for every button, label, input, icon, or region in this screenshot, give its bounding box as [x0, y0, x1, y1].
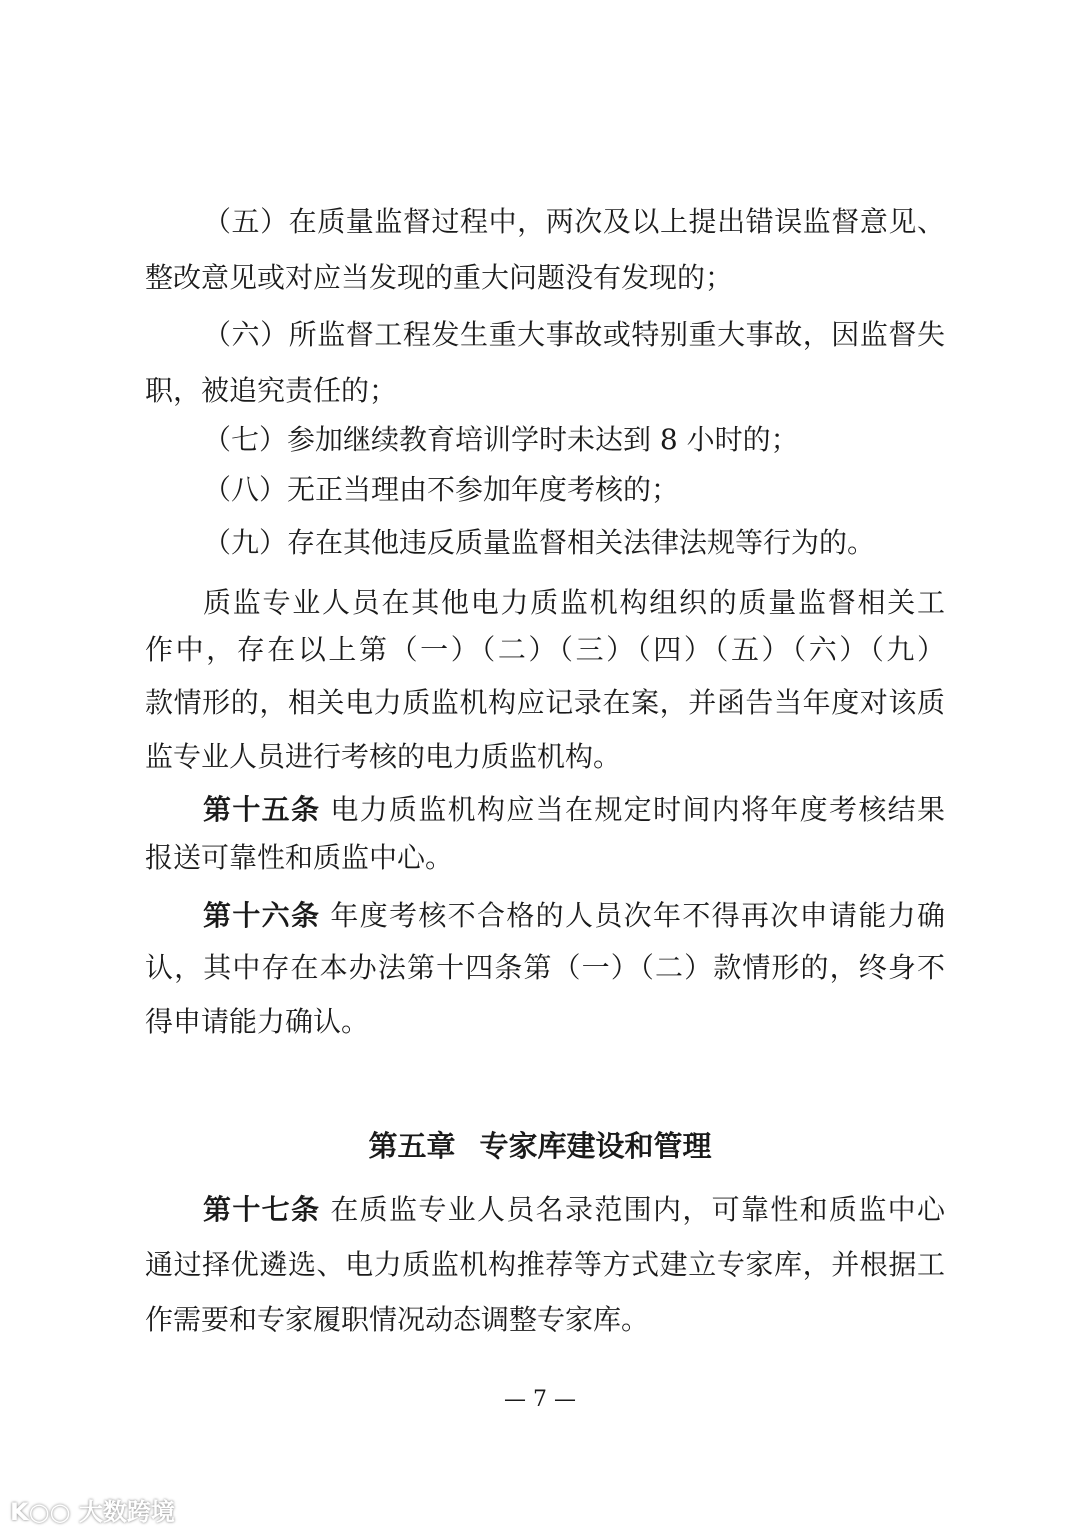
article-text: 在质监专业人员名录范围内，可靠性和质监中心 — [330, 1193, 945, 1226]
paragraph-line: 作中，存在以上第（一）（二）（三）（四）（五）（六）（九） — [145, 633, 945, 666]
article-15 — [203, 793, 945, 827]
paragraph-line: 认，其中存在本办法第十四条第（一）（二）款情形的，终身不 — [145, 951, 945, 984]
article-text: 电力质监机构应当在规定时间内将年度考核结果 — [330, 793, 945, 826]
paragraph-line: （七）参加继续教育培训学时未达到 8 小时的； — [203, 423, 799, 456]
paragraph-line: 款情形的，相关电力质监机构应记录在案，并函告当年度对该质 — [145, 686, 945, 719]
paragraph-line: （六）所监督工程发生重大事故或特别重大事故，因监督失 — [203, 318, 945, 351]
paragraph-line: 监专业人员进行考核的电力质监机构。 — [145, 740, 622, 773]
paragraph-line: （五）在质量监督过程中，两次及以上提出错误监督意见、 — [203, 205, 945, 238]
paragraph-line: 得申请能力确认。 — [145, 1005, 370, 1038]
watermark-logo: K○○ 大数跨境 — [10, 1498, 175, 1526]
article-label: 第十七条 — [203, 1193, 321, 1226]
paragraph-line: 质监专业人员在其他电力质监机构组织的质量监督相关工 — [203, 586, 945, 619]
paragraph-line: 职，被追究责任的； — [145, 374, 398, 407]
chapter-heading — [0, 1124, 1080, 1165]
paragraph-line: 作需要和专家履职情况动态调整专家库。 — [145, 1303, 650, 1336]
paragraph-line: 整改意见或对应当发现的重大问题没有发现的； — [145, 261, 734, 294]
article-16 — [203, 899, 945, 933]
paragraph-line: 通过择优遴选、电力质监机构推荐等方式建立专家库，并根据工 — [145, 1248, 945, 1281]
chapter-number: 第五章 — [368, 1129, 456, 1163]
paragraph-line: （九）存在其他违反质量监督相关法律法规等行为的。 — [203, 526, 876, 559]
article-label: 第十五条 — [203, 793, 321, 826]
chapter-title: 专家库建设和管理 — [479, 1129, 712, 1163]
page-number: — 7 — — [504, 1387, 576, 1412]
paragraph-line: （八）无正当理由不参加年度考核的； — [203, 473, 680, 506]
paragraph-line: 报送可靠性和质监中心。 — [145, 841, 454, 874]
article-17 — [203, 1193, 945, 1227]
article-text: 年度考核不合格的人员次年不得再次申请能力确 — [330, 899, 945, 932]
article-label: 第十六条 — [203, 899, 321, 932]
